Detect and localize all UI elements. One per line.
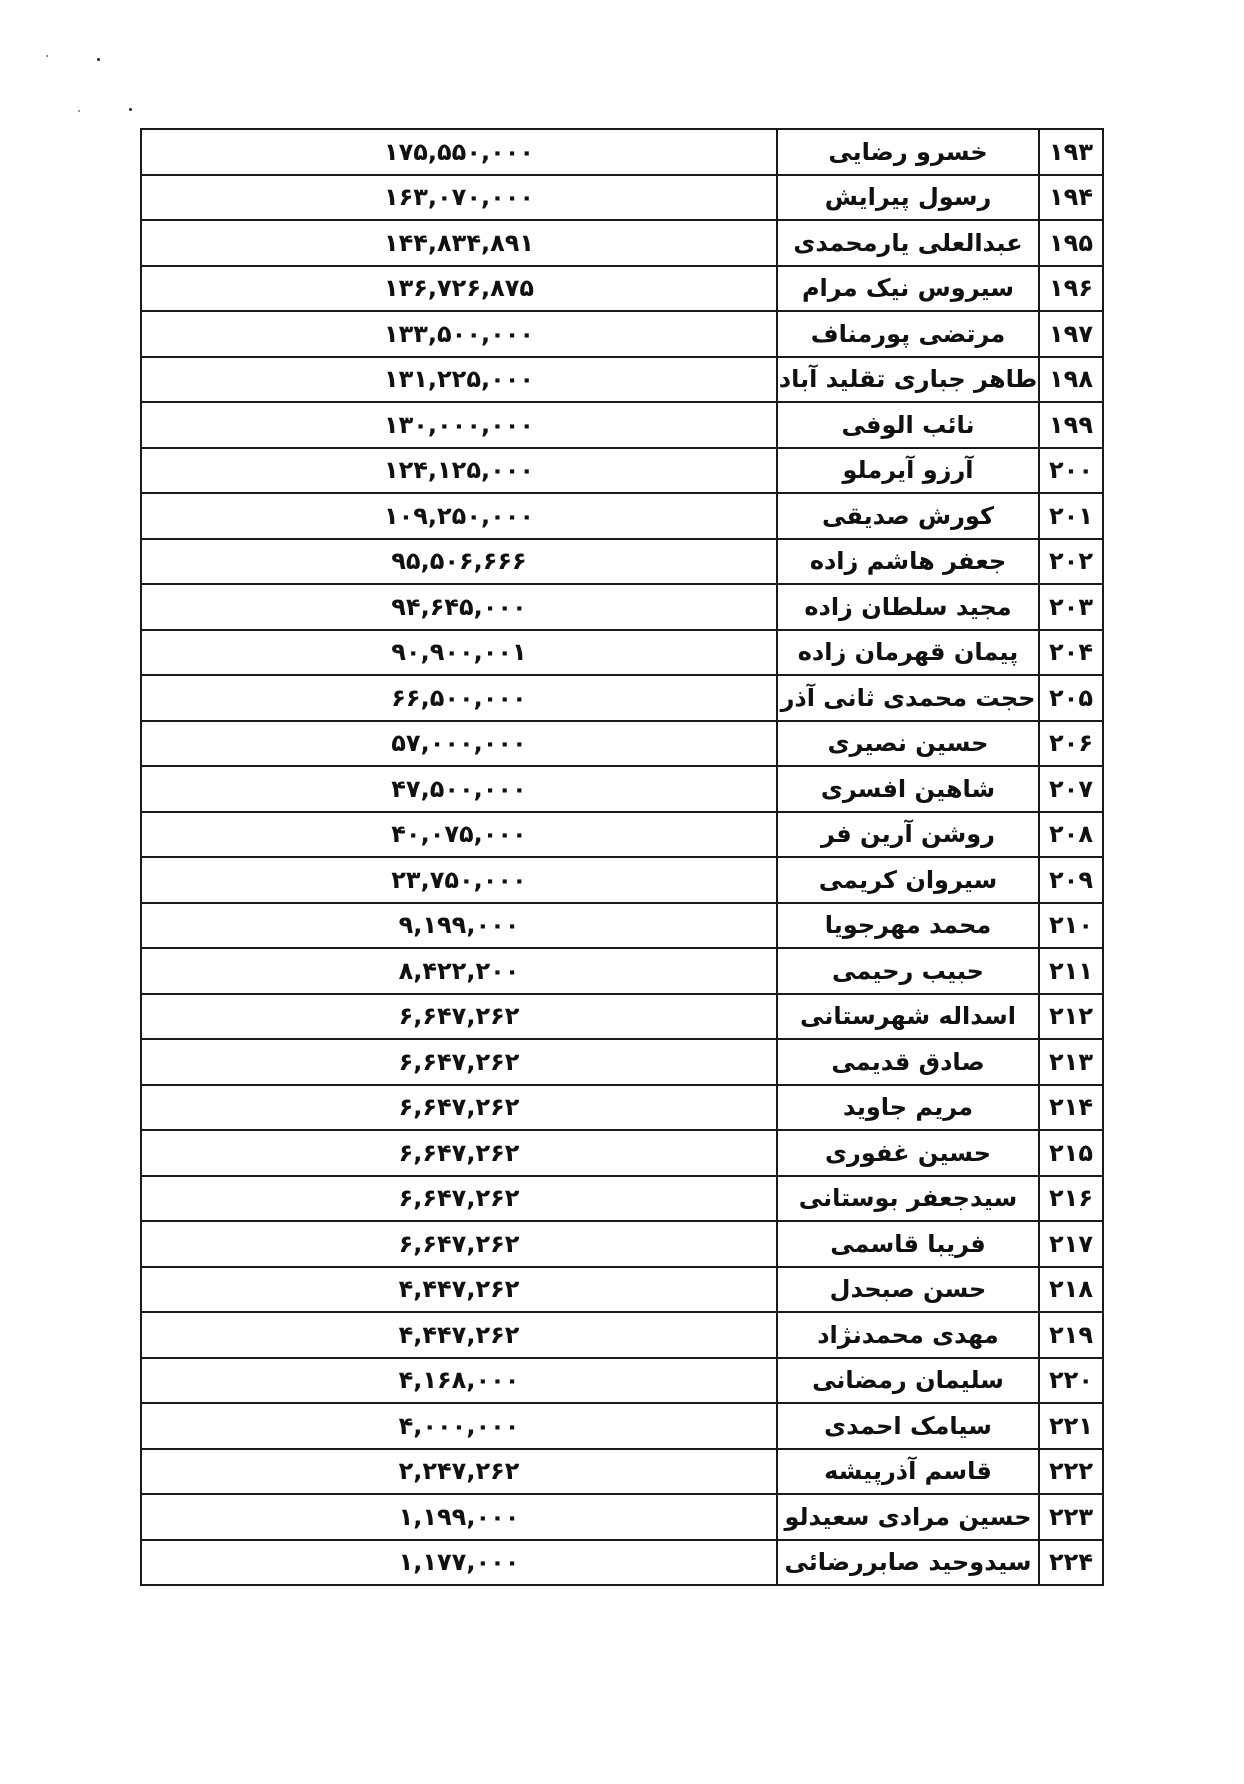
row-number: ۲۰۰ [1039, 448, 1103, 494]
person-name: سیروس نیک مرام [777, 266, 1039, 312]
amount-value: ۱۶۳,۰۷۰,۰۰۰ [141, 175, 777, 221]
person-name: حسین نصیری [777, 721, 1039, 767]
table-row [141, 1176, 1103, 1222]
row-number: ۲۰۶ [1039, 721, 1103, 767]
amount-value: ۲,۲۴۷,۲۶۲ [141, 1449, 777, 1495]
table-row [141, 1085, 1103, 1131]
row-number: ۲۲۲ [1039, 1449, 1103, 1495]
person-name: حسین مرادی سعیدلو [777, 1494, 1039, 1540]
table-row [141, 812, 1103, 858]
person-name: سلیمان رمضانی [777, 1358, 1039, 1404]
table-row [141, 311, 1103, 357]
table-row [141, 1540, 1103, 1586]
amount-value: ۱۳۶,۷۲۶,۸۷۵ [141, 266, 777, 312]
amount-value: ۱۳۳,۵۰۰,۰۰۰ [141, 311, 777, 357]
amount-value: ۱۰۹,۲۵۰,۰۰۰ [141, 493, 777, 539]
person-name: مهدی محمدنژاد [777, 1312, 1039, 1358]
amounts-table [140, 128, 1104, 1586]
person-name: شاهین افسری [777, 766, 1039, 812]
person-name: حبیب رحیمی [777, 948, 1039, 994]
person-name: جعفر هاشم زاده [777, 539, 1039, 585]
amount-value: ۶,۶۴۷,۲۶۲ [141, 1221, 777, 1267]
person-name: اسداله شهرستانی [777, 994, 1039, 1040]
amount-value: ۶,۶۴۷,۲۶۲ [141, 1130, 777, 1176]
person-name: سیامک احمدی [777, 1403, 1039, 1449]
row-number: ۲۰۵ [1039, 675, 1103, 721]
row-number: ۲۱۱ [1039, 948, 1103, 994]
amount-value: ۱,۱۷۷,۰۰۰ [141, 1540, 777, 1586]
scan-speck [46, 55, 48, 57]
amount-value: ۶,۶۴۷,۲۶۲ [141, 994, 777, 1040]
row-number: ۲۲۰ [1039, 1358, 1103, 1404]
person-name: کورش صدیقی [777, 493, 1039, 539]
amount-value: ۴,۴۴۷,۲۶۲ [141, 1312, 777, 1358]
table-row [141, 402, 1103, 448]
table-row [141, 1358, 1103, 1404]
amount-value: ۴۷,۵۰۰,۰۰۰ [141, 766, 777, 812]
amount-value: ۶,۶۴۷,۲۶۲ [141, 1085, 777, 1131]
person-name: حجت محمدی ثانی آذر [777, 675, 1039, 721]
person-name: طاهر جباری تقلید آباد [777, 357, 1039, 403]
row-number: ۲۲۱ [1039, 1403, 1103, 1449]
amount-value: ۸,۴۲۲,۲۰۰ [141, 948, 777, 994]
row-number: ۱۹۸ [1039, 357, 1103, 403]
person-name: نائب الوفی [777, 402, 1039, 448]
table-row [141, 357, 1103, 403]
table-row [141, 675, 1103, 721]
table-row [141, 220, 1103, 266]
table-row [141, 630, 1103, 676]
amount-value: ۶,۶۴۷,۲۶۲ [141, 1039, 777, 1085]
amount-value: ۵۷,۰۰۰,۰۰۰ [141, 721, 777, 767]
amount-value: ۶۶,۵۰۰,۰۰۰ [141, 675, 777, 721]
row-number: ۲۱۷ [1039, 1221, 1103, 1267]
person-name: مرتضی پورمناف [777, 311, 1039, 357]
table-row [141, 1039, 1103, 1085]
amount-value: ۱۲۴,۱۲۵,۰۰۰ [141, 448, 777, 494]
row-number: ۲۰۷ [1039, 766, 1103, 812]
row-number: ۲۱۶ [1039, 1176, 1103, 1222]
amount-value: ۹۴,۶۴۵,۰۰۰ [141, 584, 777, 630]
amount-value: ۴۰,۰۷۵,۰۰۰ [141, 812, 777, 858]
row-number: ۱۹۳ [1039, 129, 1103, 175]
amount-value: ۹۰,۹۰۰,۰۰۱ [141, 630, 777, 676]
person-name: حسین غفوری [777, 1130, 1039, 1176]
person-name: پیمان قهرمان زاده [777, 630, 1039, 676]
person-name: خسرو رضایی [777, 129, 1039, 175]
person-name: حسن صبحدل [777, 1267, 1039, 1313]
row-number: ۱۹۵ [1039, 220, 1103, 266]
amount-value: ۴,۱۶۸,۰۰۰ [141, 1358, 777, 1404]
row-number: ۲۱۲ [1039, 994, 1103, 1040]
row-number: ۱۹۴ [1039, 175, 1103, 221]
person-name: رسول پیرایش [777, 175, 1039, 221]
person-name: مجید سلطان زاده [777, 584, 1039, 630]
scan-speck [97, 58, 100, 61]
table-row [141, 1221, 1103, 1267]
scan-speck [129, 108, 132, 111]
table-row [141, 903, 1103, 949]
row-number: ۲۱۳ [1039, 1039, 1103, 1085]
amount-value: ۶,۶۴۷,۲۶۲ [141, 1176, 777, 1222]
table-row [141, 493, 1103, 539]
amount-value: ۱۴۴,۸۳۴,۸۹۱ [141, 220, 777, 266]
table-row [141, 266, 1103, 312]
row-number: ۲۰۱ [1039, 493, 1103, 539]
table-row [141, 1449, 1103, 1495]
table-row [141, 1312, 1103, 1358]
row-number: ۲۰۲ [1039, 539, 1103, 585]
table-row [141, 1403, 1103, 1449]
person-name: مریم جاوید [777, 1085, 1039, 1131]
table-row [141, 1130, 1103, 1176]
table-row [141, 448, 1103, 494]
row-number: ۲۰۳ [1039, 584, 1103, 630]
row-number: ۱۹۷ [1039, 311, 1103, 357]
row-number: ۱۹۹ [1039, 402, 1103, 448]
table-row [141, 175, 1103, 221]
table-row [141, 1494, 1103, 1540]
table-row [141, 539, 1103, 585]
person-name: قاسم آذرپیشه [777, 1449, 1039, 1495]
table-row [141, 857, 1103, 903]
row-number: ۲۰۴ [1039, 630, 1103, 676]
row-number: ۲۲۳ [1039, 1494, 1103, 1540]
table-row [141, 584, 1103, 630]
amount-value: ۴,۴۴۷,۲۶۲ [141, 1267, 777, 1313]
table-row [141, 129, 1103, 175]
person-name: سیروان کریمی [777, 857, 1039, 903]
amount-value: ۱۳۱,۲۲۵,۰۰۰ [141, 357, 777, 403]
amount-value: ۴,۰۰۰,۰۰۰ [141, 1403, 777, 1449]
table-row [141, 766, 1103, 812]
person-name: سیدوحید صابررضائی [777, 1540, 1039, 1586]
row-number: ۲۱۵ [1039, 1130, 1103, 1176]
person-name: محمد مهرجویا [777, 903, 1039, 949]
person-name: آرزو آیرملو [777, 448, 1039, 494]
table-row [141, 994, 1103, 1040]
row-number: ۲۱۸ [1039, 1267, 1103, 1313]
amounts-table-body [141, 129, 1103, 1585]
amount-value: ۹,۱۹۹,۰۰۰ [141, 903, 777, 949]
row-number: ۲۲۴ [1039, 1540, 1103, 1586]
person-name: سیدجعفر بوستانی [777, 1176, 1039, 1222]
scan-speck [78, 110, 80, 112]
table-row [141, 721, 1103, 767]
person-name: فریبا قاسمی [777, 1221, 1039, 1267]
amount-value: ۱,۱۹۹,۰۰۰ [141, 1494, 777, 1540]
amount-value: ۱۷۵,۵۵۰,۰۰۰ [141, 129, 777, 175]
amount-value: ۹۵,۵۰۶,۶۶۶ [141, 539, 777, 585]
table-row [141, 1267, 1103, 1313]
row-number: ۱۹۶ [1039, 266, 1103, 312]
amount-value: ۱۳۰,۰۰۰,۰۰۰ [141, 402, 777, 448]
person-name: روشن آرین فر [777, 812, 1039, 858]
row-number: ۲۱۹ [1039, 1312, 1103, 1358]
row-number: ۲۱۰ [1039, 903, 1103, 949]
row-number: ۲۰۹ [1039, 857, 1103, 903]
row-number: ۲۰۸ [1039, 812, 1103, 858]
table-row [141, 948, 1103, 994]
person-name: صادق قدیمی [777, 1039, 1039, 1085]
amount-value: ۲۳,۷۵۰,۰۰۰ [141, 857, 777, 903]
person-name: عبدالعلی یارمحمدی [777, 220, 1039, 266]
row-number: ۲۱۴ [1039, 1085, 1103, 1131]
